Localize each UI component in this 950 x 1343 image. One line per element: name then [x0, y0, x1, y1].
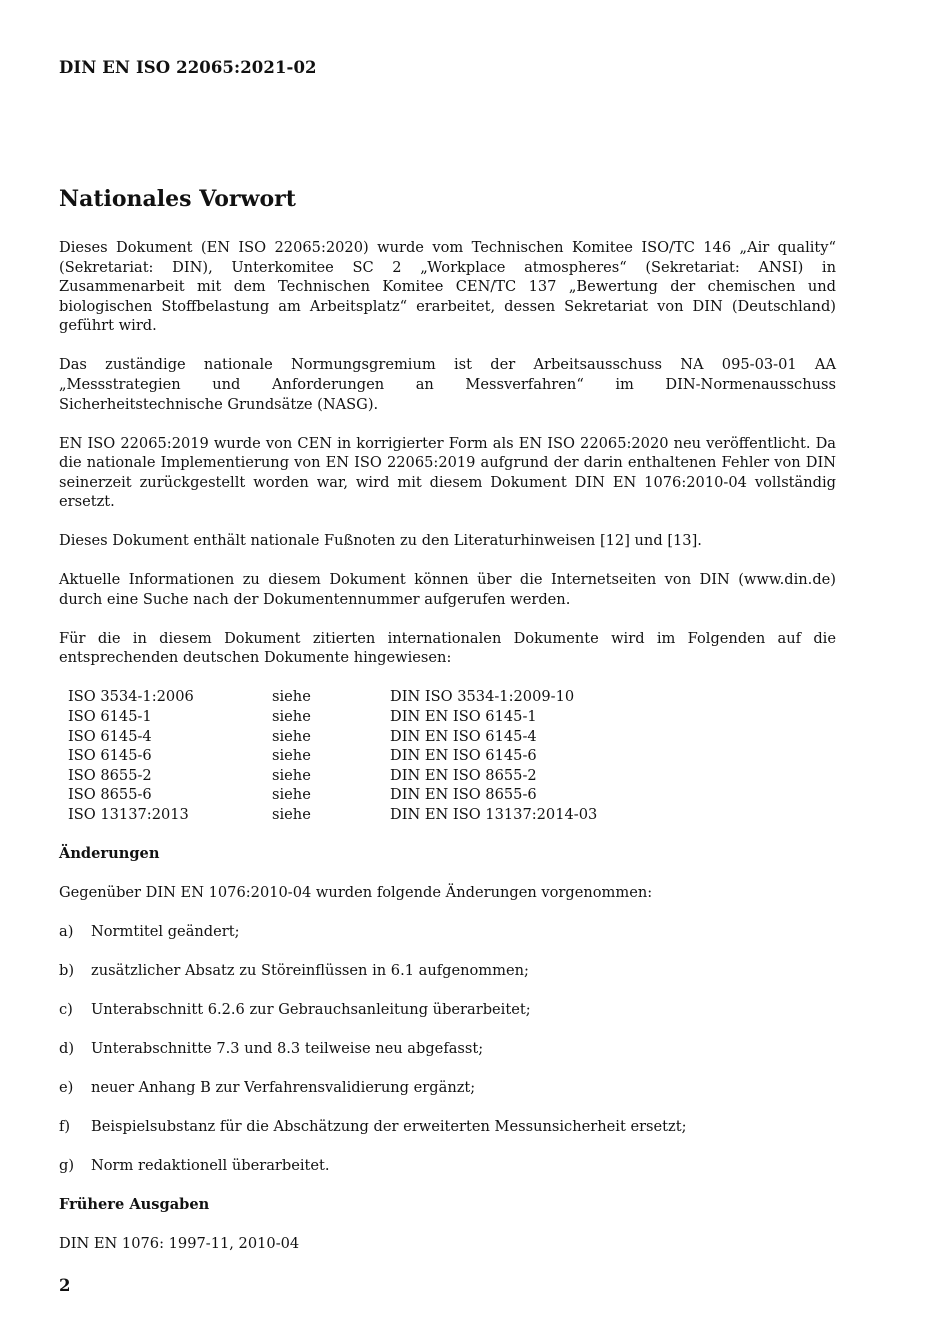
paragraph: Für die in diesem Dokument zitierten internationalen Dokumente wird im Folgenden auf die entsprechenden deutschen Dokumente hingewiesen:	[59, 629, 836, 667]
reference-table	[68, 687, 597, 824]
see-label: siehe	[272, 727, 311, 745]
national-document: DIN EN ISO 8655-2	[390, 766, 537, 784]
see-label: siehe	[272, 806, 311, 823]
document-id-header: DIN EN ISO 22065:2021-02	[59, 58, 317, 77]
list-item	[59, 1117, 836, 1137]
previous-editions-text: DIN EN 1076: 1997-11, 2010-04	[59, 1234, 300, 1252]
see-label: siehe	[272, 747, 311, 765]
intl-document: ISO 8655-6	[68, 786, 152, 804]
list-item	[59, 1039, 836, 1059]
list-item	[59, 1156, 836, 1176]
reference-row	[68, 746, 597, 766]
page-number: 2	[59, 1276, 71, 1295]
list-text: Normtitel geändert;	[91, 922, 240, 940]
list-marker: b)	[59, 961, 75, 979]
see-label: siehe	[272, 786, 311, 804]
list-item	[59, 1000, 836, 1020]
intl-document: ISO 8655-2	[68, 766, 152, 784]
reference-row	[68, 707, 597, 727]
reference-row	[68, 687, 597, 707]
national-document: DIN EN ISO 13137:2014-03	[390, 806, 598, 823]
national-document: DIN EN ISO 6145-6	[390, 747, 537, 765]
list-item	[59, 1078, 836, 1098]
list-text: Unterabschnitte 7.3 und 8.3 teilweise neu abgefasst;	[91, 1039, 484, 1057]
reference-row	[68, 785, 597, 805]
list-item	[59, 922, 836, 942]
list-marker: g)	[59, 1156, 75, 1174]
national-document: DIN EN ISO 8655-6	[390, 786, 537, 804]
see-label: siehe	[272, 688, 311, 706]
paragraph: Das zuständige nationale Normungsgremium ist der Arbeitsausschuss NA 095-03-01 AA „Messstrategien und Anforderungen an Messverfahren“ im DIN-Normenausschuss Sicherheitstechnische Grundsätze (NASG).	[59, 356, 836, 413]
national-document: DIN EN ISO 6145-1	[390, 708, 537, 726]
intl-document: ISO 6145-4	[68, 727, 152, 745]
list-marker: d)	[59, 1039, 75, 1057]
changes-intro: Gegenüber DIN EN 1076:2010-04 wurden folgende Änderungen vorgenommen:	[59, 883, 653, 901]
intl-document: ISO 6145-6	[68, 747, 152, 765]
paragraph: EN ISO 22065:2019 wurde von CEN in korrigierter Form als EN ISO 22065:2020 neu veröffentlicht. Da die nationale Implementierung von EN ISO 22065:2019 aufgrund der darin enthaltenen Fehler von DIN seinerzeit zurückgestellt worden war, wird mit diesem Dokument DIN EN 1076:2010-04 vollständig ersetzt.	[59, 434, 836, 511]
list-marker: a)	[59, 922, 74, 940]
list-text: Unterabschnitt 6.2.6 zur Gebrauchsanleitung überarbeitet;	[91, 1000, 531, 1018]
list-text: neuer Anhang B zur Verfahrensvalidierung ergänzt;	[91, 1078, 476, 1096]
intl-document: ISO 3534-1:2006	[68, 688, 194, 706]
reference-row	[68, 766, 597, 786]
list-marker: c)	[59, 1000, 73, 1018]
paragraph: Aktuelle Informationen zu diesem Dokument können über die Internetseiten von DIN (www.din.de) durch eine Suche nach der Dokumentennummer aufgerufen werden.	[59, 571, 836, 608]
national-document: DIN ISO 3534-1:2009-10	[390, 688, 575, 706]
section-body	[59, 238, 836, 1273]
paragraph: Dieses Dokument enthält nationale Fußnoten zu den Literaturhinweisen [12] und [13].	[59, 532, 702, 550]
list-text: zusätzlicher Absatz zu Störeinflüssen in 6.1 aufgenommen;	[91, 961, 529, 979]
list-marker: e)	[59, 1078, 74, 1096]
intl-document: ISO 6145-1	[68, 708, 152, 726]
previous-editions-heading: Frühere Ausgaben	[59, 1195, 210, 1213]
reference-row	[68, 805, 597, 825]
list-text: Beispielsubstanz für die Abschätzung der erweiterten Messunsicherheit ersetzt;	[91, 1117, 687, 1135]
national-document: DIN EN ISO 6145-4	[390, 727, 537, 745]
see-label: siehe	[272, 766, 311, 784]
list-marker: f)	[59, 1117, 71, 1135]
list-text: Norm redaktionell überarbeitet.	[91, 1156, 330, 1174]
paragraph: Dieses Dokument (EN ISO 22065:2020) wurde vom Technischen Komitee ISO/TC 146 „Air quality“ (Sekretariat: DIN), Unterkomitee SC 2 „Workplace atmospheres“ (Sekretariat: ANSI) in Zusammenarbeit mit dem Technischen Komitee CEN/TC 137 „Bewertung der chemischen und biologischen Stoffbelastung am Arbeitsplatz“ erarbeitet, dessen Sekretariat von DIN (Deutschland) geführt wird.	[59, 239, 836, 335]
see-label: siehe	[272, 708, 311, 726]
list-item	[59, 961, 836, 981]
reference-row	[68, 727, 597, 747]
intl-document: ISO 13137:2013	[68, 806, 189, 823]
changes-heading: Änderungen	[59, 844, 160, 862]
section-title: Nationales Vorwort	[59, 186, 296, 212]
